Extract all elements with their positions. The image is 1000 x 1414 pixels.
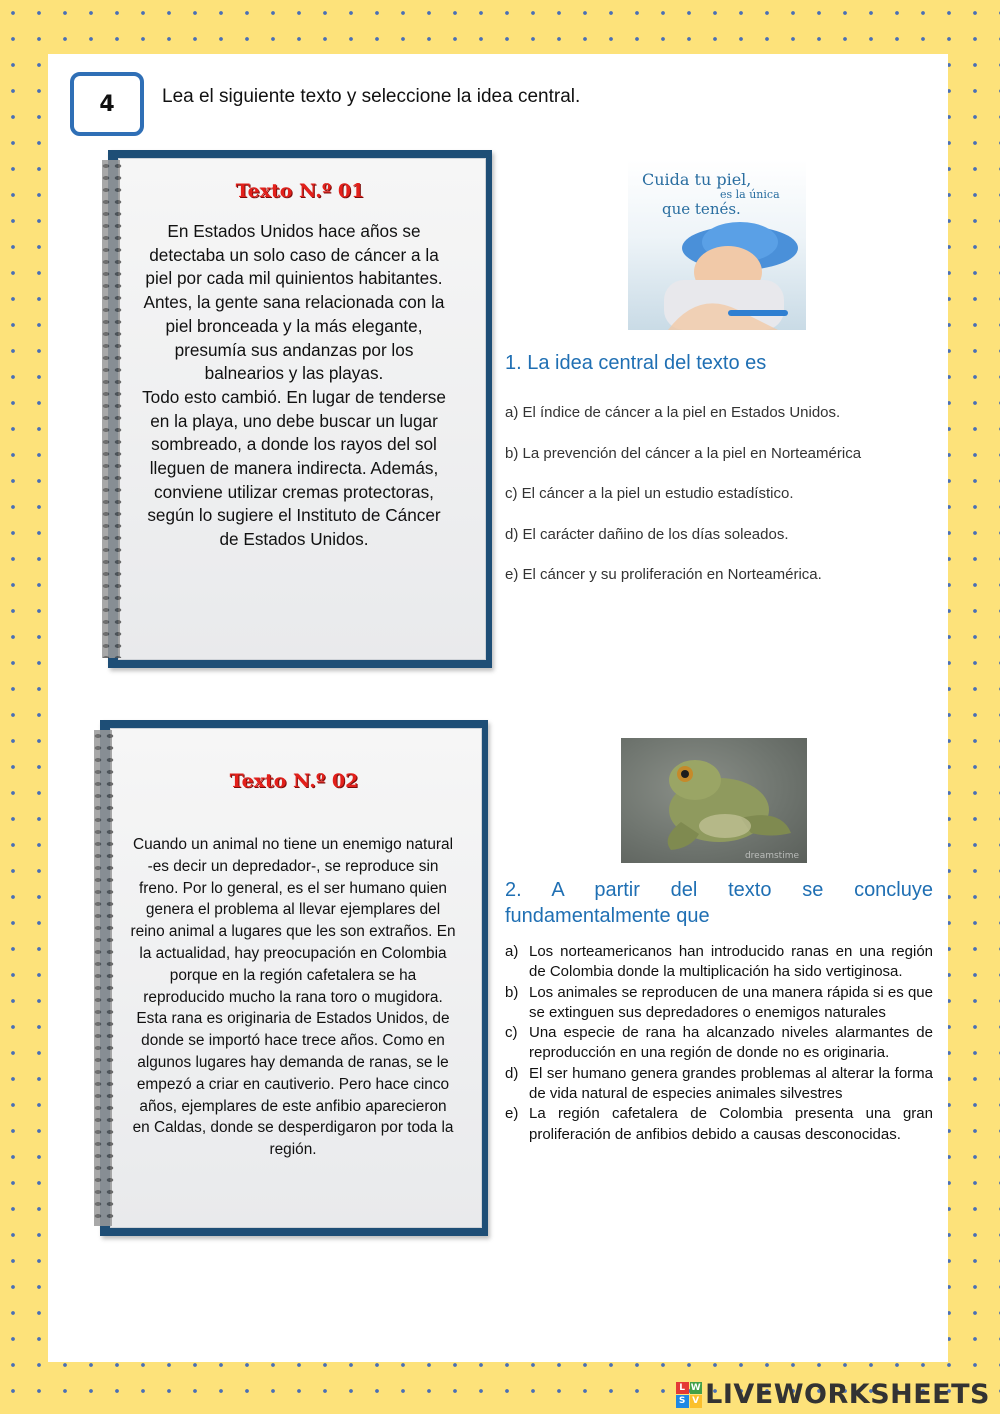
option-label: e) <box>505 1105 519 1123</box>
text2-title: Texto N.º 02 <box>229 770 359 792</box>
instruction-text: Lea el siguiente texto y seleccione la idea central. <box>162 86 581 107</box>
option-text: Una especie de rana ha alcanzado niveles alarmantes de reproducción en una región de donde no es originaria. <box>529 1024 933 1062</box>
caption-line-1: Cuida tu piel, <box>642 170 752 189</box>
option-label: a) <box>505 943 519 960</box>
text2-body <box>130 834 456 1161</box>
badge-cell: V <box>690 1395 703 1408</box>
question2-option-e[interactable] <box>505 1104 933 1145</box>
option-label: b) <box>505 983 519 1001</box>
spiral-binding <box>96 160 126 658</box>
option-text: Los animales se reproducen de una manera rápida si es que se extinguen sus depredadores o enemigos naturales <box>529 983 933 1021</box>
question2-option-d[interactable] <box>505 1064 933 1105</box>
option-text: La región cafetalera de Colombia presenta una gran proliferación de anfibios debido a causas desconocidas. <box>529 1105 933 1143</box>
option-label: d) <box>505 1064 519 1082</box>
spiral-binding <box>88 730 118 1226</box>
text2-paragraph: Cuando un animal no tiene un enemigo natural -es decir un depredador-, se reproduce sin freno. Por lo general, es el ser humano quien genera el problema al llevar ejemplares del reino animal a lugares que les son extraños. En la actualidad, hay preocupación en Colombia porque en la región cafetalera se ha reproducido mucho la rana toro o mugidora. Esta rana es originaria de Estados Unidos, de donde se importó hace trece años. Como en algunos lugares hay demanda de ranas, se le empezó a criar en cautiverio. Pero hace cinco años, ejemplares de este anfibio aparecieron en Caldas, donde se desperdigaron por toda la región. <box>130 836 456 1159</box>
badge-cell: S <box>676 1395 689 1408</box>
question2-option-b[interactable] <box>505 983 933 1024</box>
question2-option-c[interactable] <box>505 1023 933 1064</box>
text1-notebook-card <box>108 150 492 668</box>
caption-line-2: es la única <box>720 188 780 201</box>
question2-option-a[interactable] <box>505 942 933 983</box>
question-number-badge: 4 <box>70 72 144 136</box>
child-with-hat-illustration <box>628 160 806 330</box>
question1-prompt: 1. La idea central del texto es <box>505 352 767 374</box>
frog-image <box>621 738 807 863</box>
brand-name: LIVEWORKSHEETS <box>705 1379 990 1410</box>
question1-option-b[interactable]: b) La prevención del cáncer a la piel en Norteamérica <box>505 444 862 462</box>
text1-body <box>136 220 452 552</box>
text1-title: Texto N.º 01 <box>235 180 365 202</box>
option-text: El ser humano genera grandes problemas al alterar la forma de vida natural de especies animales silvestres <box>529 1064 933 1103</box>
question1-options <box>505 404 935 607</box>
question2-prompt: 2. A partir del texto se concluye fundamentalmente que <box>505 879 933 927</box>
liveworksheets-logo[interactable] <box>676 1379 990 1410</box>
badge-cell: L <box>676 1382 689 1395</box>
logo-badge-icon <box>676 1382 702 1408</box>
frog-illustration <box>621 738 807 863</box>
text1-paragraph-1: En Estados Unidos hace años se detectaba un solo caso de cáncer a la piel por cada mil quinientos habitantes. Antes, la gente sana relacionada con la piel bronceada y la más elegante, presumía sus andanzas por los balnearios y las playas. <box>143 221 445 384</box>
question1-option-a[interactable]: a) El índice de cáncer a la piel en Estados Unidos. <box>505 404 841 421</box>
caption-line-3: que tenés. <box>662 200 741 218</box>
image-watermark: dreamstime <box>744 851 799 861</box>
question1-option-e[interactable]: e) El cáncer y su proliferación en Norteamérica. <box>505 566 822 583</box>
option-text: Los norteamericanos han introducido ranas en una región de Colombia donde la multiplicación ha sido vertiginosa. <box>529 943 933 981</box>
skin-care-image <box>628 160 806 330</box>
question1-option-d[interactable]: d) El carácter dañino de los días soleados. <box>505 525 789 543</box>
option-label: c) <box>505 1024 518 1042</box>
question2-options <box>505 942 933 1145</box>
text1-paragraph-2: Todo esto cambió. En lugar de tenderse en la playa, uno debe buscar un lugar sombreado, a donde los rayos del sol lleguen de manera indirecta. Además, conviene utilizar cremas protectoras, según lo sugiere el Instituto de Cáncer de Estados Unidos. <box>142 386 446 550</box>
badge-cell: W <box>690 1382 702 1393</box>
text2-notebook-card <box>100 720 488 1236</box>
question1-option-c[interactable]: c) El cáncer a la piel un estudio estadístico. <box>505 485 794 502</box>
